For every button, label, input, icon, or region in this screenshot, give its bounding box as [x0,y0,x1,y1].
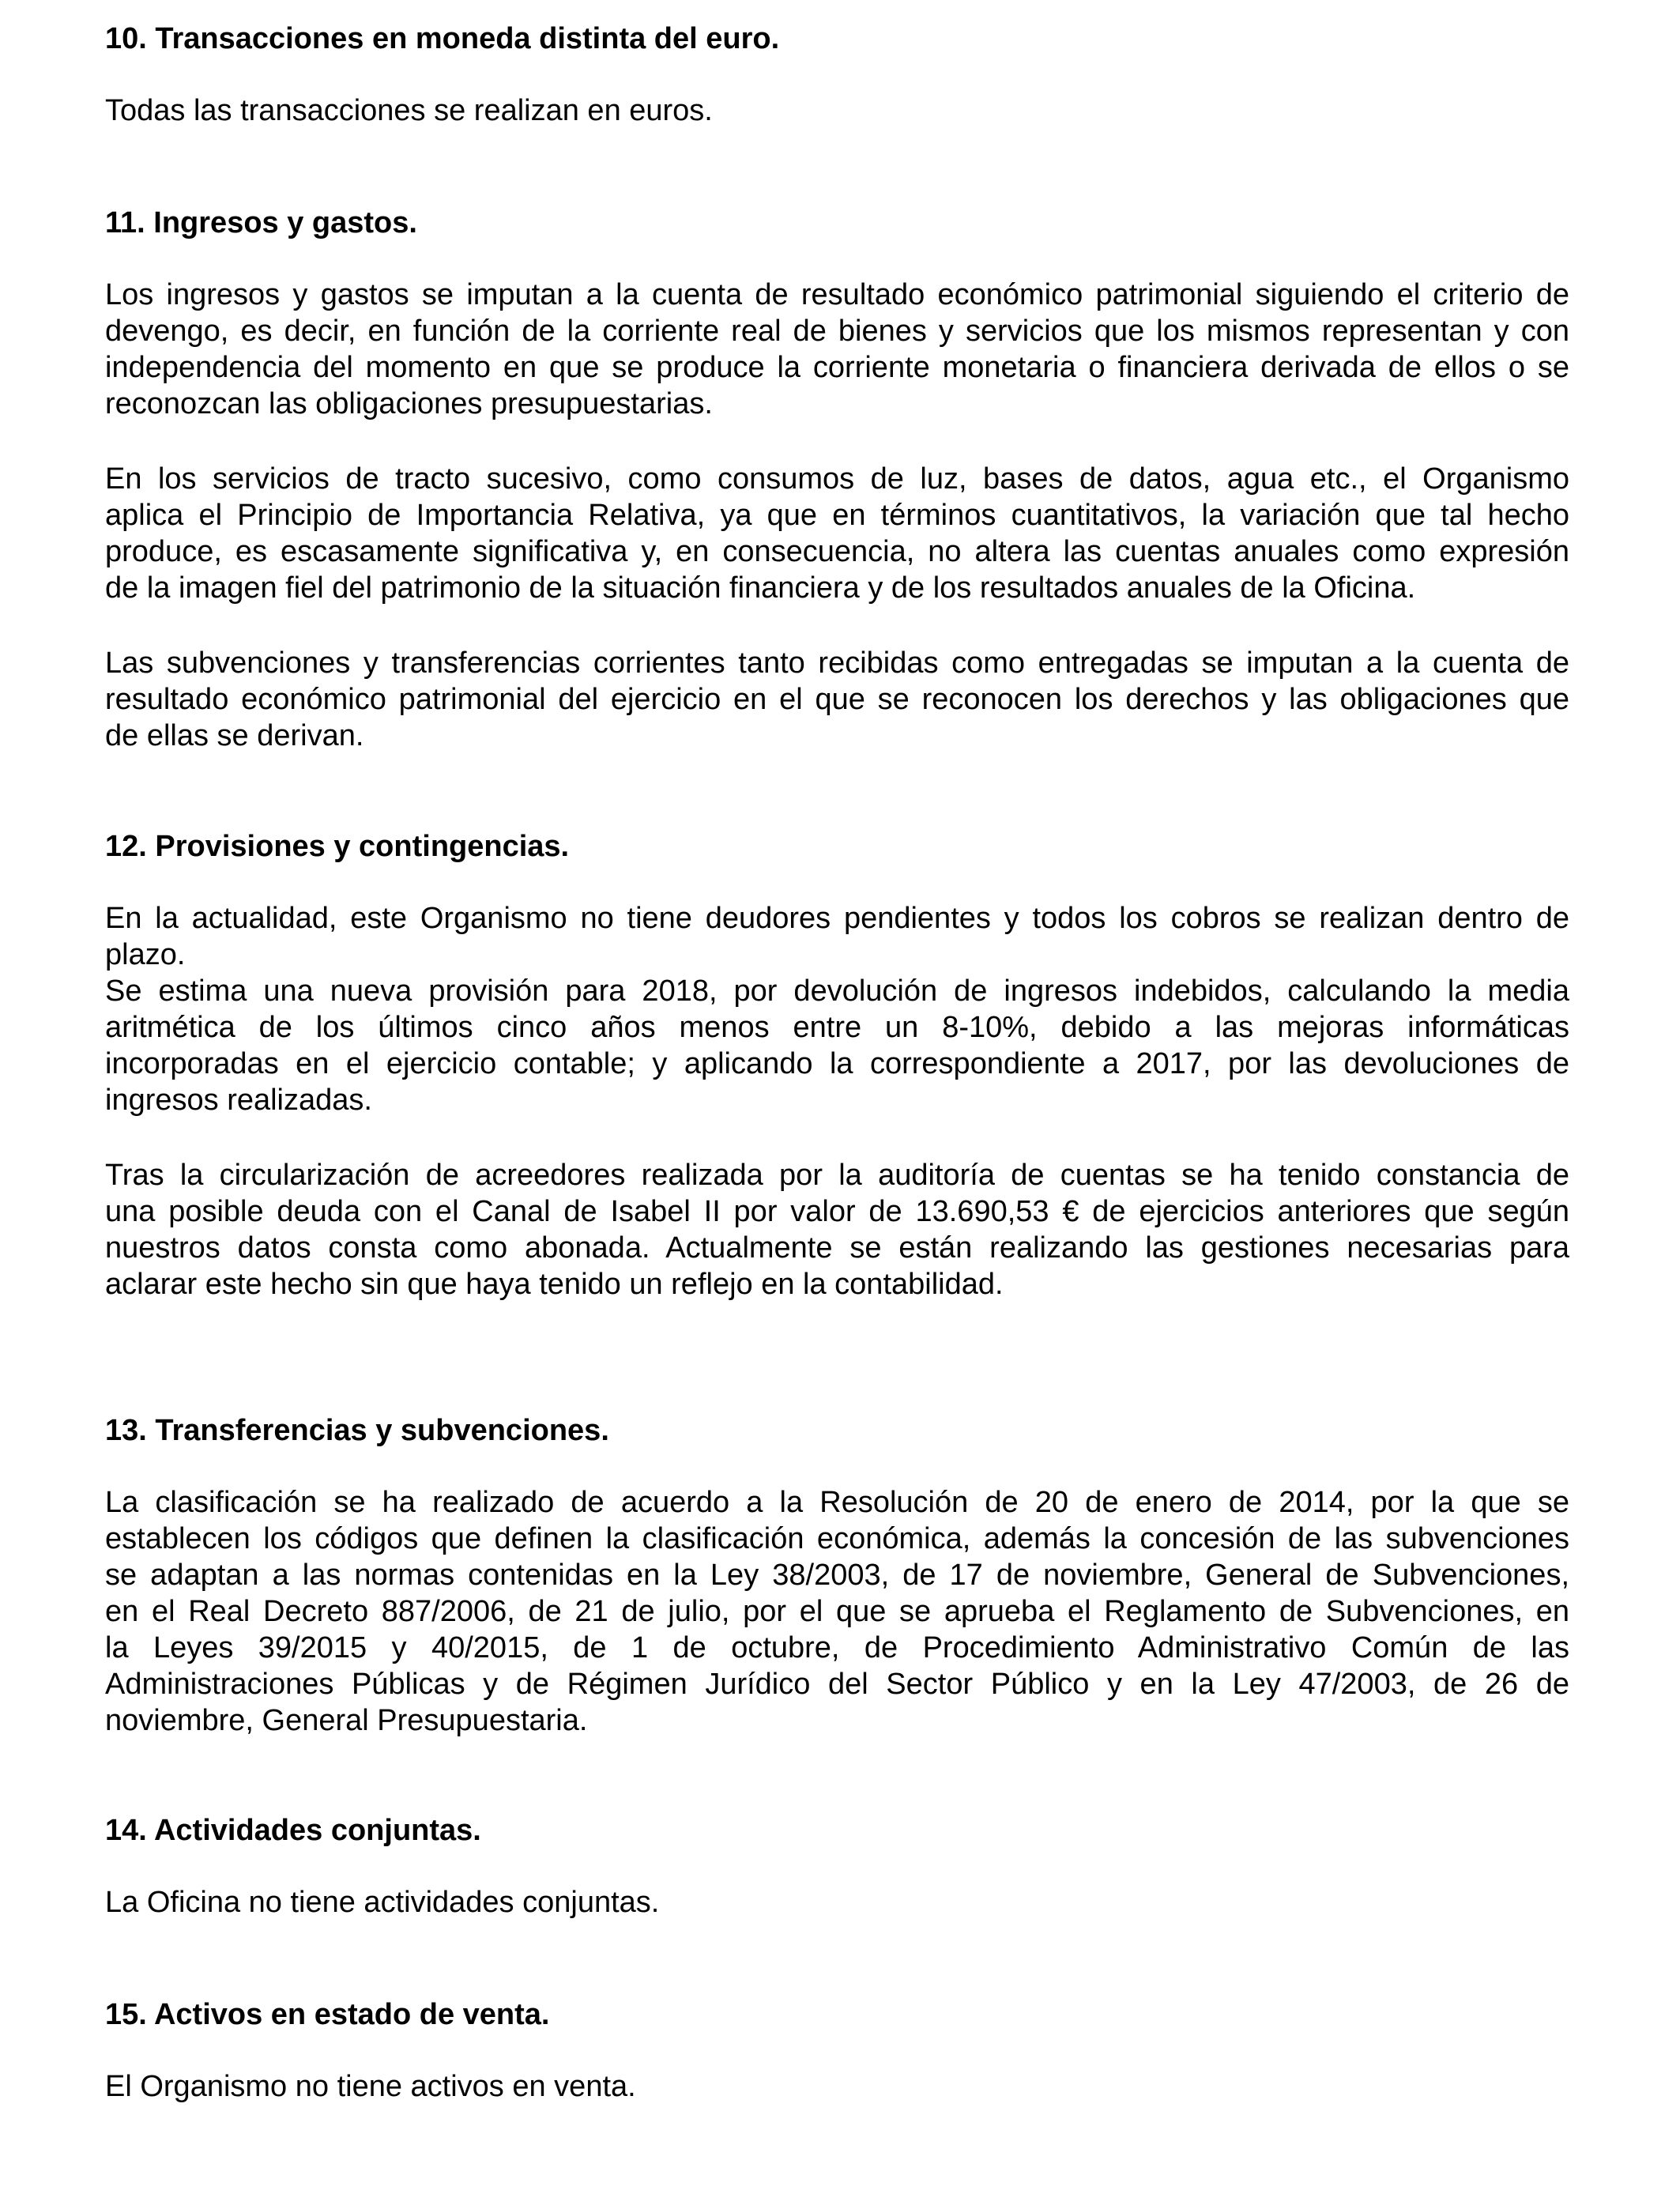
text-line: se adaptan a las normas contenidas en la Ley 38/2003, de 17 de noviembre, General de Subvenciones, [105,1559,1569,1592]
section-10-paragraph-1 [105,92,1569,129]
section-12-paragraph-2 [105,1157,1569,1302]
text-line: produce, es escasamente significativa y, en consecuencia, no altera las cuentas anuales como expresión [105,535,1569,568]
text-line: aclarar este hecho sin que haya tenido un reflejo en la contabilidad. [105,1268,1004,1301]
section-11-paragraph-1 [105,277,1569,422]
text-line: Se estima una nueva provisión para 2018, por devolución de ingresos indebidos, calculando la media [105,974,1569,1008]
section-11-paragraph-2 [105,461,1569,606]
text-line: en el Real Decreto 887/2006, de 21 de julio, por el que se aprueba el Reglamento de Subvenciones, en [105,1595,1569,1628]
text-line: Los ingresos y gastos se imputan a la cuenta de resultado económico patrimonial siguiendo el criterio de [105,278,1569,311]
section-15-paragraph-1 [105,2068,1569,2105]
text-line: En los servicios de tracto sucesivo, como consumos de luz, bases de datos, agua etc., el Organismo [105,462,1569,496]
section-13-paragraph-1 [105,1484,1569,1739]
text-line: En la actualidad, este Organismo no tiene deudores pendientes y todos los cobros se realizan dentro de [105,902,1569,935]
text-line: Administraciones Públicas y de Régimen Jurídico del Sector Público y en la Ley 47/2003, de 26 de [105,1668,1569,1701]
text-line: noviembre, General Presupuestaria. [105,1704,588,1737]
text-line: Las subvenciones y transferencias corrientes tanto recibidas como entregadas se imputan a la cuenta de [105,647,1569,680]
section-heading-13: 13. Transferencias y subvenciones. [105,1414,609,1447]
text-line: independencia del momento en que se produce la corriente monetaria o financiera derivada de ellos o se [105,351,1569,384]
text-line: ingresos realizadas. [105,1084,372,1117]
section-12-paragraph-1 [105,900,1569,1118]
text-line: Todas las transacciones se realizan en euros. [105,94,713,127]
text-line: una posible deuda con el Canal de Isabel II por valor de 13.690,53 € de ejercicios anteriores que según [105,1195,1569,1228]
text-line: La clasificación se ha realizado de acuerdo a la Resolución de 20 de enero de 2014, por la que se [105,1486,1569,1519]
text-line: aritmética de los últimos cinco años menos entre un 8-10%, debido a las mejoras informáticas [105,1011,1569,1044]
section-heading-12: 12. Provisiones y contingencias. [105,830,570,863]
text-line: de la imagen fiel del patrimonio de la situación financiera y de los resultados anuales de la Oficina. [105,571,1416,605]
text-line: la Leyes 39/2015 y 40/2015, de 1 de octubre, de Procedimiento Administrativo Común de las [105,1631,1569,1664]
section-11-paragraph-3 [105,645,1569,754]
text-line: resultado económico patrimonial del ejercicio en el que se reconocen los derechos y las obligaciones que [105,683,1569,716]
section-heading-15: 15. Activos en estado de venta. [105,1998,550,2031]
text-line: devengo, es decir, en función de la corriente real de bienes y servicios que los mismos representan y con [105,315,1569,348]
text-line: Tras la circularización de acreedores realizada por la auditoría de cuentas se ha tenido constancia de [105,1159,1569,1192]
text-line: reconozcan las obligaciones presupuestarias. [105,387,713,420]
text-line: establecen los códigos que definen la clasificación económica, además la concesión de las subvenciones [105,1522,1569,1555]
section-14-paragraph-1 [105,1884,1569,1921]
text-line: incorporadas en el ejercicio contable; y aplicando la correspondiente a 2017, por las devoluciones de [105,1047,1569,1080]
section-heading-10: 10. Transacciones en moneda distinta del euro. [105,22,780,55]
text-line: La Oficina no tiene actividades conjuntas. [105,1886,660,1919]
section-heading-14: 14. Actividades conjuntas. [105,1814,481,1847]
text-line: nuestros datos consta como abonada. Actualmente se están realizando las gestiones necesarias para [105,1231,1569,1265]
text-line: de ellas se derivan. [105,719,364,752]
text-line: aplica el Principio de Importancia Relativa, ya que en términos cuantitativos, la variación que tal hecho [105,499,1569,532]
text-line: El Organismo no tiene activos en venta. [105,2070,636,2103]
section-heading-11: 11. Ingresos y gastos. [105,206,417,239]
text-line: plazo. [105,938,186,971]
